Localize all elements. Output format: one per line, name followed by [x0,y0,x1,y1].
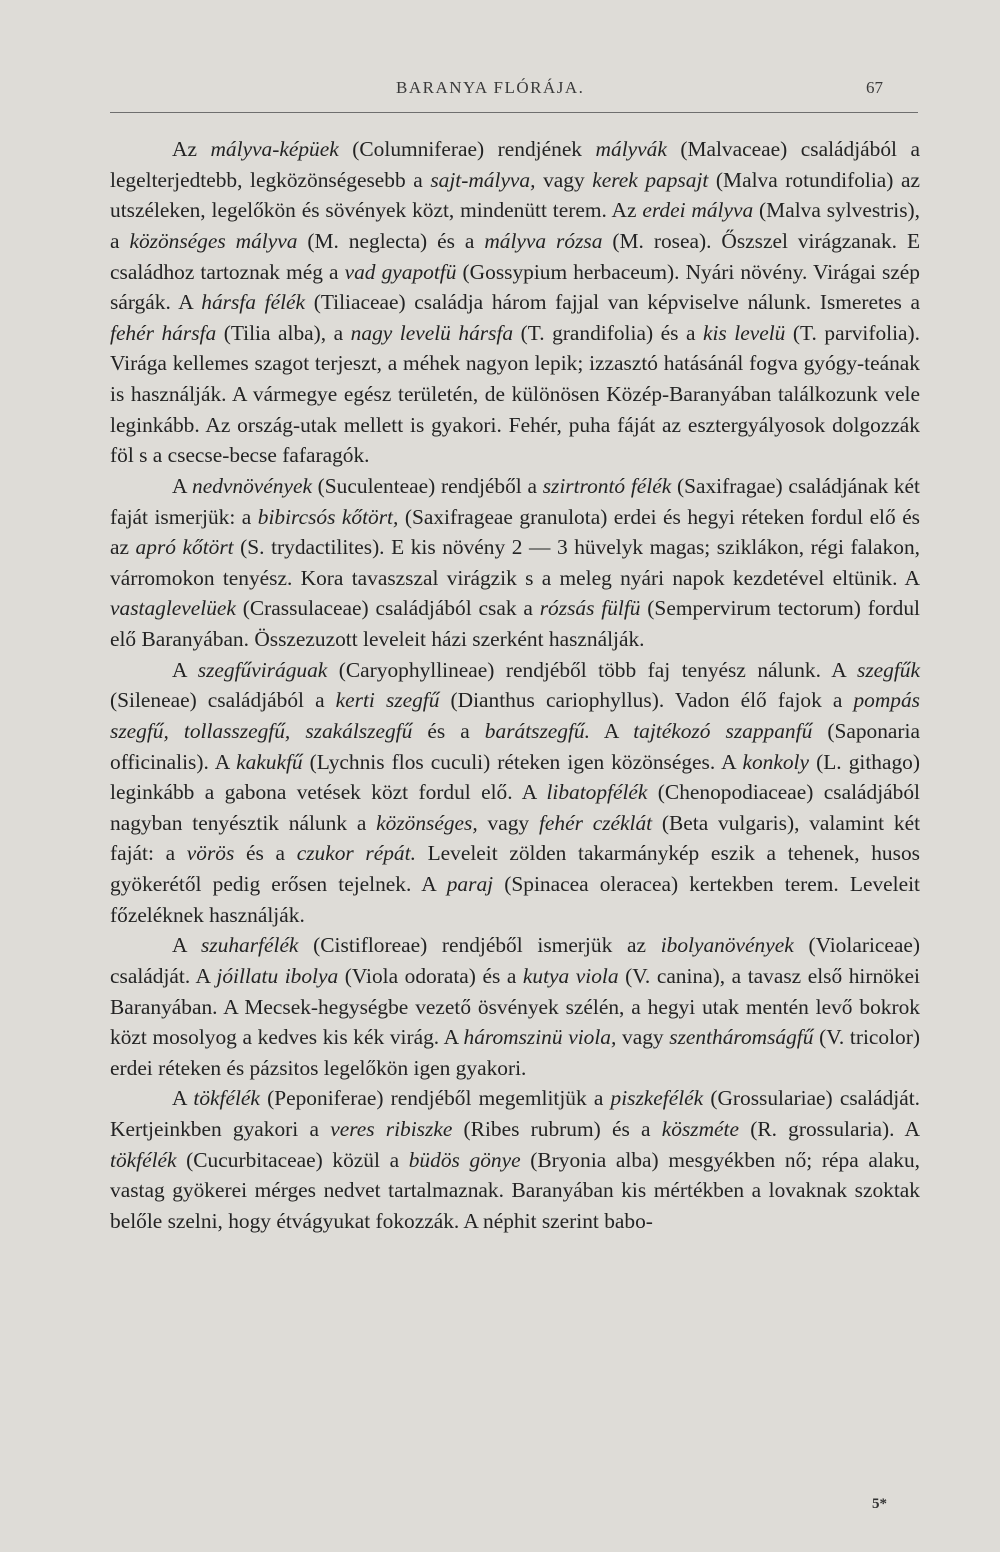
text-run: Az [172,137,211,161]
body-text [110,134,920,1237]
italic-term: czukor répát. [296,841,416,866]
italic-term: szirtrontó félék [542,473,672,498]
italic-term: veres ribiszke [330,1117,453,1141]
italic-term: fehér hársfa [110,320,217,345]
italic-term: mályvák [595,137,667,161]
text-run: (Bryonia alba) mesgyékben nő; répa alaku, vastag gyökerei mérges nedvet tartalmaznak. Baranyában kis mértékben a lovaknak szoktak belőle szelni, hogy étvágyukat fokozzák. A néphit szerint babo- [110,1147,921,1233]
text-run: (Spinacea oleracea) kertekben terem. Leveleit főzeléknek használják. [110,872,920,927]
italic-term: büdös gönye [408,1147,521,1172]
italic-term: kis levelü [702,320,786,345]
text-run: (M. neglecta) és a [297,228,485,253]
italic-term: vad gyapotfü [344,259,457,284]
text-run: (Gossypium herbaceum). Nyári növény. Virágai szép sárgák. A [110,259,920,315]
italic-term: tökfélék [193,1086,260,1111]
text-run: (Viola odorata) és a [338,963,523,988]
text-run: (M. rosea). Őszszel virágzanak. E családhoz tartoznak még a [110,228,921,284]
italic-term: mályva-képüek [210,137,339,161]
text-run: vagy [535,167,593,192]
text-run: (Columniferae) rendjének [338,137,596,161]
text-run: (Lychnis flos cuculi) réteken igen közönséges. A [302,749,743,774]
italic-term: háromszinü viola, [463,1025,617,1050]
italic-term: kutya viola [522,963,619,988]
text-run: A [172,1086,194,1111]
text-run: (Beta vulgaris), valamint két faját: a [110,810,921,866]
text-run: (Violariceae) családját. A [110,933,920,988]
italic-term: kerti szegfű [335,688,440,713]
text-run: (Ribes rubrum) és a [452,1117,662,1141]
italic-term: pompás szegfű, tollasszegfű, szakálszegfű [110,688,920,743]
text-run: (S. trydactilites). E kis növény 2 — 3 hüvelyk magas; sziklákon, régi falakon, várromokon tenyész. Kora tavaszszal virágzik s a meleg nyári napok kezdetével eltünik. A [110,535,920,590]
text-run: A [172,657,198,682]
text-run: (Suculenteae) rendjéből a [311,473,543,498]
text-run: A [172,933,201,958]
text-run: (Malvaceae) családjából a legelterjedtebb, legközönségesebb a [110,137,920,192]
text-run: (Sempervirum tectorum) fordul elő Baranyában. Összezuzott leveleit házi szerként használják. [110,596,920,651]
italic-term: ibolyanövények [660,933,794,958]
text-run: (Saxifragae) családjának két faját ismerjük: a [110,473,920,529]
italic-term: barátszegfű. [484,718,590,743]
italic-term: paraj [446,872,494,896]
text-run: (Saponaria officinalis). A [110,718,920,774]
text-run: és a [412,718,485,743]
italic-term: vörös [186,841,235,866]
italic-term: kakukfű [236,749,303,774]
italic-term: tökfélék [110,1147,177,1172]
text-run: vagy [616,1025,670,1050]
italic-term: nagy levelü hársfa [350,320,514,345]
paragraph [110,655,920,931]
text-run: (Tiliaceae) családja három fajjal van képviselve nálunk. Ismeretes a [305,290,920,315]
paragraph [110,930,920,1083]
page-number: 67 [866,78,883,97]
paragraph [110,471,920,655]
italic-term: libatopfélék [546,780,648,805]
italic-term: nedvnövények [192,473,312,498]
paragraph [110,134,920,471]
text-run: (L. githago) leginkább a gabona vetések közt fordul elő. A [110,749,920,805]
italic-term: bibircsós kőtört, [257,504,399,529]
italic-term: apró kőtört [135,535,234,560]
italic-term: szegfűk [857,657,920,682]
text-run: (Chenopodiaceae) családjából nagyban tenyésztik nálunk a [110,780,920,835]
text-run: (V. tricolor) erdei réteken és pázsitos legelőkön igen gyakori. [110,1025,920,1080]
text-run: (Peponiferae) rendjéből megemlitjük a [259,1086,611,1111]
italic-term: közönséges mályva [129,228,298,253]
italic-term: közönséges, [376,810,478,835]
text-run: vagy [477,810,539,835]
text-run: (V. canina), a tavasz első hirnökei Baranyában. A Mecsek-hegységbe vezető ösvények szélén, a hegyi utak mentén levő bokrok közt mosolyog a kedves kis kék virág. A [110,963,920,1050]
text-run: A [589,718,634,743]
italic-term: mályva rózsa [484,228,603,253]
running-head [0,78,1000,118]
paragraph [110,1083,920,1236]
text-run: (Tilia alba), a [216,320,351,345]
text-run: (Saxifrageae granulota) erdei és hegyi réteken fordul elő és az [110,504,921,560]
text-run: (Malva rotundifolia) az utszéleken, legelőkön és sövények közt, mindenütt terem. Az [110,167,920,223]
text-run: A [172,473,192,498]
italic-term: konkoly [742,749,809,774]
italic-term: tajtékozó szappanfű [633,718,813,743]
text-run: (Malva sylvestris), a [110,198,920,253]
italic-term: erdei mályva [642,198,754,223]
text-run: (Cucurbitaceae) közül a [176,1147,409,1172]
header-rule [110,112,918,113]
text-run: (Cistifloreae) rendjéből ismerjük az [298,933,661,958]
signature-mark: 5* [872,1496,887,1512]
text-run: (Grossulariae) családját. Kertjeinkben gyakori a [110,1086,921,1141]
text-run: (T. grandifolia) és a [513,320,703,345]
text-run: (T. parvifolia). Virága kellemes szagot terjeszt, a méhek nagyon lepik; izzasztó hatásánál fogva gyógy-teának is használják. A vármegye egész területén, de különösen Közép-Baranyában találkozunk vele leginkább. Az ország-utak mellett is gyakori. Fehér, puha fáját az esztergyályosok dolgozzák föl s a csecse-becse fafaragók. [110,320,920,468]
text-run: és a [234,841,297,866]
italic-term: köszméte [661,1117,739,1141]
italic-term: rózsás fülfü [539,596,641,621]
text-run: (Crassulaceae) családjából csak a [235,596,540,621]
italic-term: kerek papsajt [592,167,709,192]
running-title: BARANYA FLÓRÁJA. [396,78,585,97]
italic-term: piszkefélék [610,1086,704,1111]
text-run: (Dianthus cariophyllus). Vadon élő fajok a [439,688,854,713]
italic-term: szentháromságfű [669,1025,814,1050]
italic-term: vastaglevelüek [110,596,236,621]
text-run: Leveleit zölden takarmánykép eszik a tehenek, husos gyökerétől pedig erősen tejelnek. A [110,841,920,896]
italic-term: jóillatu ibolya [216,963,339,988]
text-run: (R. grossularia). A [738,1117,920,1141]
italic-term: szegfűviráguak [197,657,328,682]
italic-term: sajt-mályva, [430,167,536,192]
italic-term: fehér czéklát [538,810,653,835]
text-run: (Caryophyllineae) rendjéből több faj tenyész nálunk. A [327,657,858,682]
text-run: (Sileneae) családjából a [110,688,336,713]
italic-term: hársfa félék [201,290,306,315]
italic-term: szuharfélék [201,933,299,958]
